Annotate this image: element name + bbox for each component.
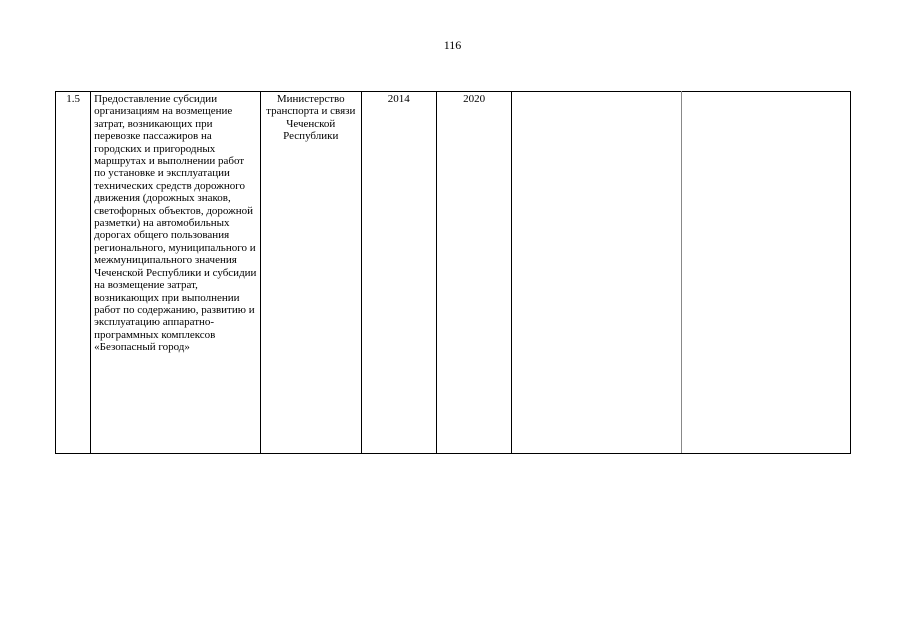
table-row — [56, 92, 851, 454]
expected-result-cell — [512, 92, 682, 454]
executor-cell: Министерство транспорта и связи Чеченской Республики — [261, 92, 362, 454]
indicator-cell — [682, 92, 851, 454]
page-number: 116 — [443, 38, 462, 52]
program-measures-table — [55, 91, 851, 454]
measure-number-cell: 1.5 — [56, 92, 91, 454]
end-year-cell: 2020 — [436, 92, 511, 454]
measure-description-cell: Предоставление субсидии организациям на возмещение затрат, возникающих при перевозке пассажиров на городских и пригородных маршрутах и выполнении работ по установке и эксплуатации технических средств дорожного движения (дорожных знаков, светофорных объектов, дорожной разметки) на автомобильных дорогах общего пользования регионального, муниципального и межмуниципального значения Чеченской Республики и субсидии на возмещение затрат, возникающих при выполнении работ по содержанию, развитию и эксплуатацию аппаратно-программных комплексов «Безопасный город» — [91, 92, 261, 454]
start-year-cell: 2014 — [361, 92, 436, 454]
